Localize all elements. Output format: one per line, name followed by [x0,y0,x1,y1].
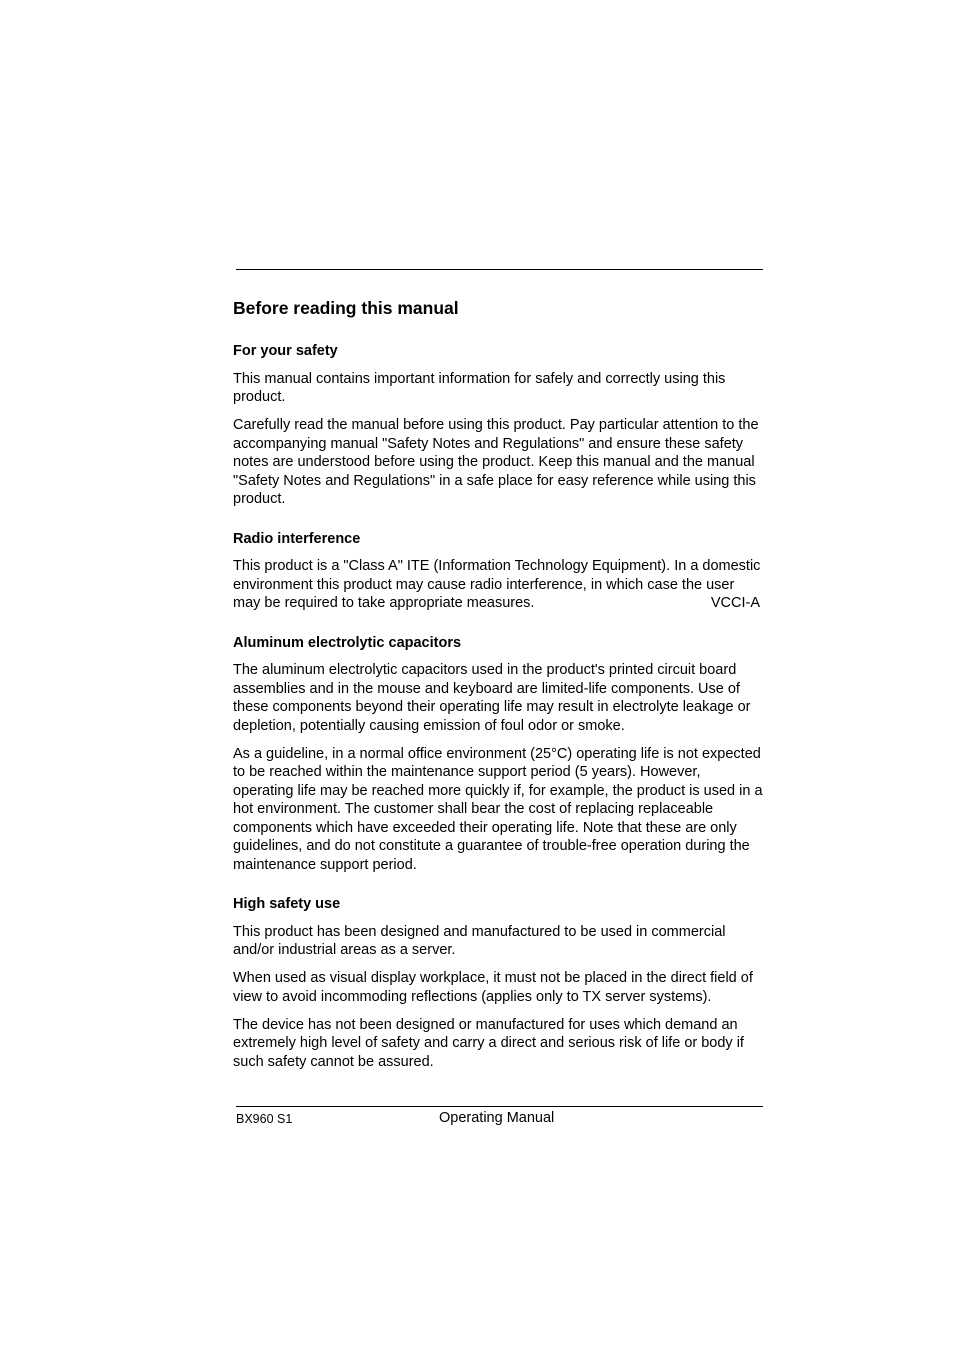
footer-model: BX960 S1 [236,1112,293,1126]
page-content [233,296,763,1081]
paragraph: When used as visual display workplace, it must not be placed in the direct field of view to avoid incommoding reflections (applies only to TX server systems). [233,970,753,1005]
section-high-safety-use [233,895,763,1071]
paragraph-text: This product is a "Class A" ITE (Information Technology Equipment). In a domestic environment this product may cause radio interference, in which case the user may be required to take appropriate measures. [233,558,761,611]
section-radio-interference [233,530,763,613]
page-title: Before reading this manual [233,298,459,318]
paragraph-with-tag [233,557,763,613]
section-heading: For your safety [233,343,338,359]
paragraph: The device has not been designed or manufactured for uses which demand an extremely high level of safety and carry a direct and serious risk of life or body if such safety cannot be assured. [233,1016,744,1070]
footer-rule [236,1106,763,1107]
paragraph: This manual contains important information for safely and correctly using this product. [233,370,726,405]
section-aluminum-capacitors [233,634,763,875]
paragraph: As a guideline, in a normal office environment (25°C) operating life is not expected to be reached within the maintenance support period (5 years). However, operating life may be reached more quickly if, for example, the product is used in a hot environment. The customer shall bear the cost of replacing replaceable components which have exceeded their operating life. Note that these are only guidelines, and do not constitute a guarantee of trouble-free operation during the maintenance support period. [233,745,763,873]
paragraph: Carefully read the manual before using this product. Pay particular attention to the accompanying manual "Safety Notes and Regulations" and ensure these safety notes are understood before using the product. Keep this manual and the manual "Safety Notes and Regulations" in a safe place for easy reference while using this product. [233,417,759,507]
header-rule [236,269,763,270]
section-for-your-safety [233,342,763,509]
footer-doc-type: Operating Manual [439,1110,555,1126]
paragraph: The aluminum electrolytic capacitors used in the product's printed circuit board assemblies and in the mouse and keyboard are limited-life components. Use of these components beyond their operating life may result in electrolyte leakage or depletion, potentially causing emission of foul odor or smoke. [233,662,751,734]
section-heading: High safety use [233,896,341,912]
section-heading: Radio interference [233,530,361,547]
paragraph: This product has been designed and manufactured to be used in commercial and/or industrial areas as a server. [233,923,726,958]
vcci-class-label: VCCI-A [710,595,760,611]
section-heading: Aluminum electrolytic capacitors [233,634,462,651]
